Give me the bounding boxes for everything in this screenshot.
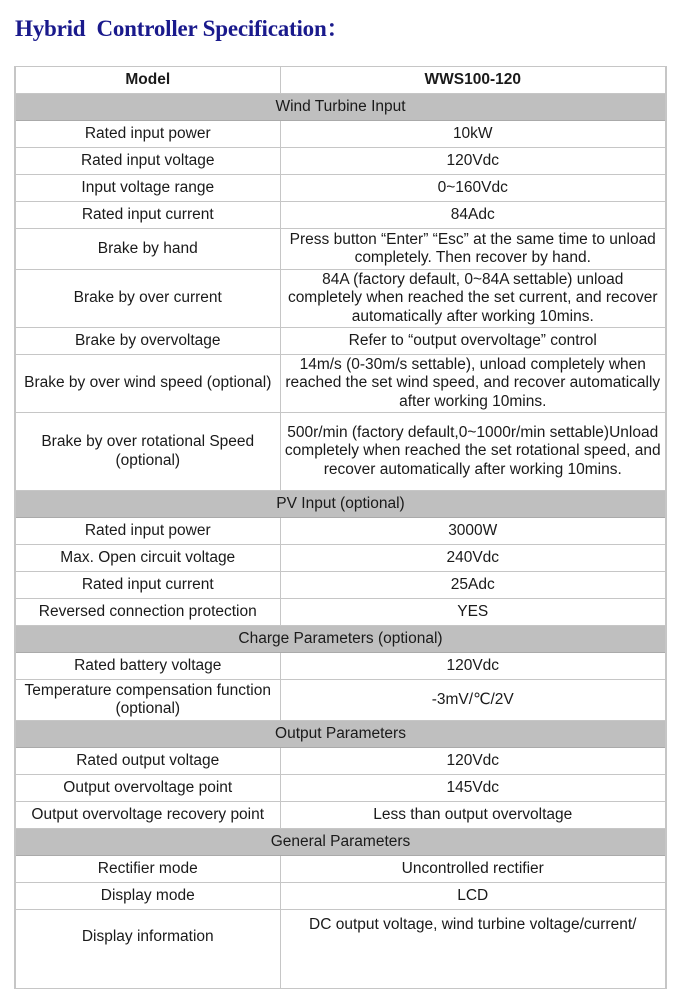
- row-label: Rated input current: [15, 202, 280, 229]
- table-row: [15, 599, 666, 626]
- row-value: 84Adc: [280, 202, 666, 229]
- row-value: YES: [280, 599, 666, 626]
- table-row: [15, 270, 666, 328]
- row-label: Brake by over rotational Speed (optional): [15, 413, 280, 491]
- table-row: [15, 910, 666, 989]
- table-row: [15, 775, 666, 802]
- table-row: [15, 545, 666, 572]
- row-label: Rated input voltage: [15, 148, 280, 175]
- section-header-charge-parameters: [15, 626, 666, 653]
- section-title: PV Input (optional): [15, 491, 666, 518]
- row-value: 145Vdc: [280, 775, 666, 802]
- row-value: LCD: [280, 883, 666, 910]
- header-label: Model: [15, 67, 280, 94]
- row-label: Rated output voltage: [15, 748, 280, 775]
- section-title: Charge Parameters (optional): [15, 626, 666, 653]
- row-label: Rated input power: [15, 121, 280, 148]
- row-value: 120Vdc: [280, 653, 666, 680]
- row-label: Output overvoltage recovery point: [15, 802, 280, 829]
- page-title: Hybrid Controller Specification：: [15, 16, 350, 41]
- table-row: [15, 802, 666, 829]
- table-row: [15, 653, 666, 680]
- row-value: 25Adc: [280, 572, 666, 599]
- row-label: Rated input power: [15, 518, 280, 545]
- row-label: Display information: [15, 910, 280, 989]
- table-row: [15, 121, 666, 148]
- row-label: Brake by over current: [15, 270, 280, 328]
- row-label: Brake by hand: [15, 229, 280, 270]
- row-value: 10kW: [280, 121, 666, 148]
- row-value: Refer to “output overvoltage” control: [280, 328, 666, 355]
- table-row: [15, 355, 666, 413]
- row-label: Rectifier mode: [15, 856, 280, 883]
- section-header-output-parameters: [15, 721, 666, 748]
- section-title: General Parameters: [15, 829, 666, 856]
- table-row: [15, 748, 666, 775]
- section-title: Wind Turbine Input: [15, 94, 666, 121]
- row-value: 120Vdc: [280, 748, 666, 775]
- table-row: [15, 229, 666, 270]
- row-label: Reversed connection protection: [15, 599, 280, 626]
- table-row: [15, 175, 666, 202]
- row-label: Rated battery voltage: [15, 653, 280, 680]
- section-title: Output Parameters: [15, 721, 666, 748]
- row-value: -3mV/℃/2V: [280, 680, 666, 721]
- table-row: [15, 518, 666, 545]
- row-value: 3000W: [280, 518, 666, 545]
- section-header-wind-turbine-input: [15, 94, 666, 121]
- table-header-row: [15, 67, 666, 94]
- table-row: [15, 413, 666, 491]
- row-label: Rated input current: [15, 572, 280, 599]
- row-value: Uncontrolled rectifier: [280, 856, 666, 883]
- row-value: 84A (factory default, 0~84A settable) unload completely when reached the set current, and recover automatically after working 10mins.: [280, 270, 666, 328]
- specification-table: [14, 66, 667, 989]
- table-row: [15, 680, 666, 721]
- row-label: Display mode: [15, 883, 280, 910]
- row-value: DC output voltage, wind turbine voltage/current/: [280, 910, 666, 989]
- row-value: 14m/s (0-30m/s settable), unload completely when reached the set wind speed, and recover automatically after working 10mins.: [280, 355, 666, 413]
- table-row: [15, 202, 666, 229]
- row-label: Brake by overvoltage: [15, 328, 280, 355]
- row-value: Press button “Enter” “Esc” at the same time to unload completely. Then recover by hand.: [280, 229, 666, 270]
- row-value: 120Vdc: [280, 148, 666, 175]
- row-label: Input voltage range: [15, 175, 280, 202]
- table-row: [15, 856, 666, 883]
- row-value: 240Vdc: [280, 545, 666, 572]
- table-row: [15, 883, 666, 910]
- row-value: Less than output overvoltage: [280, 802, 666, 829]
- table-row: [15, 572, 666, 599]
- row-label: Max. Open circuit voltage: [15, 545, 280, 572]
- row-label: Temperature compensation function (optional): [15, 680, 280, 721]
- table-row: [15, 148, 666, 175]
- row-label: Output overvoltage point: [15, 775, 280, 802]
- header-value: WWS100-120: [280, 67, 666, 94]
- table-row: [15, 328, 666, 355]
- row-label: Brake by over wind speed (optional): [15, 355, 280, 413]
- section-header-pv-input: [15, 491, 666, 518]
- row-value: 0~160Vdc: [280, 175, 666, 202]
- section-header-general-parameters: [15, 829, 666, 856]
- row-value: 500r/min (factory default,0~1000r/min settable)Unload completely when reached the set rotational speed, and recover automatically after working 10mins.: [280, 413, 666, 491]
